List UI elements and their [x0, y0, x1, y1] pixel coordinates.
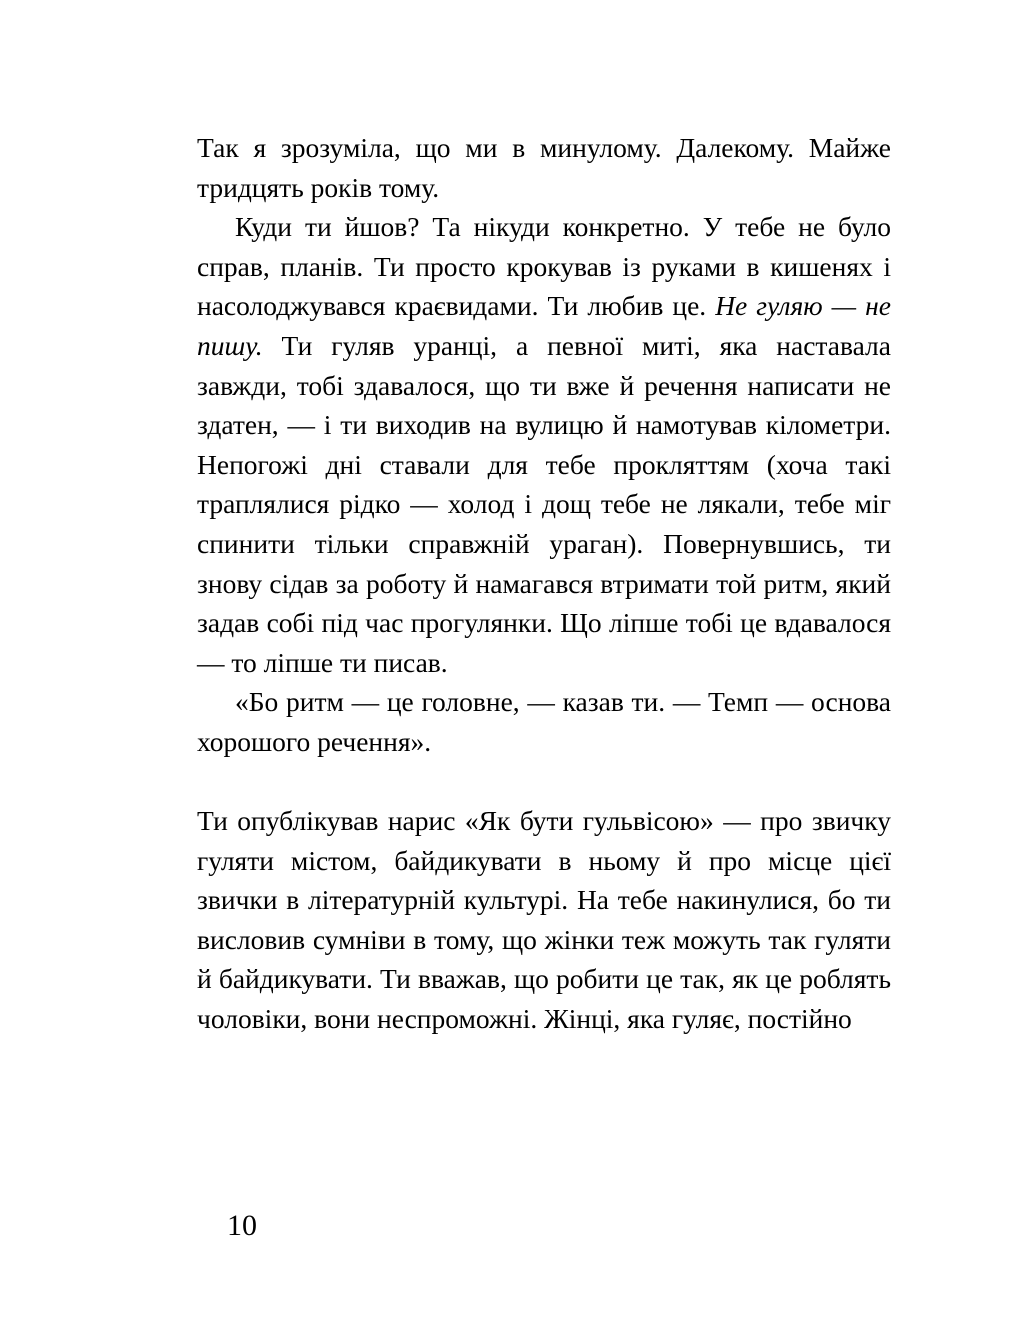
paragraph-2-text-after-emphasis: Ти гуляв уранці, а певної миті, яка наставала завжди, тобі здавалося, що ти вже й речення написати не здатен, — і ти виходив на вулицю й намотував кілометри. Непогожі дні ставали для тебе прокляттям (хоча такі траплялися рідко — холод і дощ тебе не лякали, тебе міг спинити тільки справжній ураган). Повернувшись, ти знову сідав за роботу й намагався втримати той ритм, який задав собі під час прогулянки. Що ліпше тобі це вдавалося — то ліпше ти писав.	[197, 329, 891, 678]
paragraph-1: Так я зрозуміла, що ми в минулому. Далекому. Майже тридцять років тому.	[197, 132, 891, 203]
paragraph-2	[197, 207, 891, 682]
paragraph-4: Ти опублікував нарис «Як бути гульвісою» — про звичку гуляти містом, байдикувати в ньому й про місце цієї звички в літературній культурі. На тебе накинулися, бо ти висловив сумніви в тому, що жінки теж можуть так гуляти й байдикувати. Ти вважав, що робити це так, як це роблять чоловіки, вони неспроможні. Жінці, яка гуляє, постійно	[197, 805, 891, 1035]
page-number: 10	[227, 1209, 257, 1242]
paragraph-2-emphasis: Не гуляю — не пишу.	[197, 290, 891, 361]
page-text-block	[197, 128, 891, 1039]
paragraph-2-text-before-emphasis: Куди ти йшов? Та нікуди конкретно. У тебе не було справ, планів. Ти просто крокував із руками в кишенях і насолоджувався краєвидами. Ти любив це.	[197, 211, 891, 322]
paragraph-3-quotation: «Бо ритм — це головне, — казав ти. — Темп — основа хорошого речення».	[197, 686, 891, 757]
